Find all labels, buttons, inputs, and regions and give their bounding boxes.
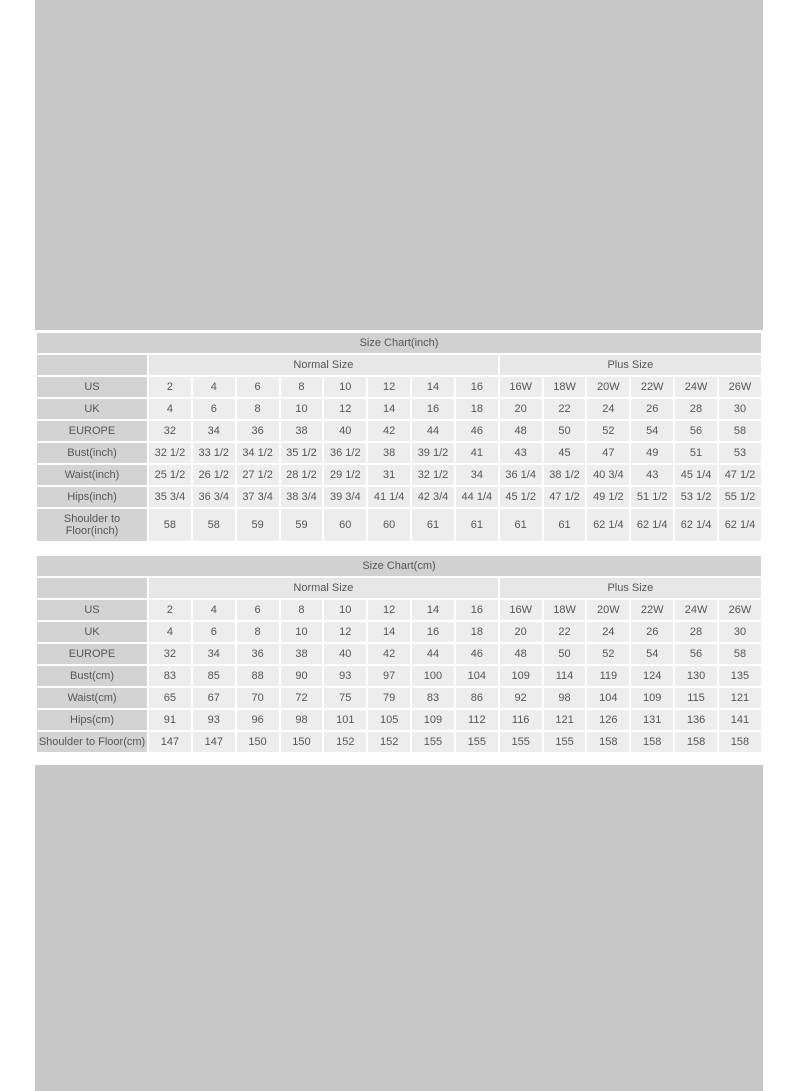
size-value-cell: 14 — [368, 399, 410, 419]
size-value-cell: 34 — [193, 421, 235, 441]
size-value-cell: 22 — [544, 622, 586, 642]
size-value-cell: 79 — [368, 688, 410, 708]
size-value-cell: 39 3/4 — [324, 487, 366, 507]
size-value-cell: 26W — [719, 377, 761, 397]
size-value-cell: 18W — [544, 377, 586, 397]
size-value-cell: 51 1/2 — [631, 487, 673, 507]
corner-cell — [37, 578, 147, 598]
size-value-cell: 104 — [587, 688, 629, 708]
table-row — [37, 465, 761, 485]
size-value-cell: 35 3/4 — [149, 487, 191, 507]
size-value-cell: 121 — [719, 688, 761, 708]
row-label: Shoulder to Floor(cm) — [37, 732, 147, 752]
size-value-cell: 38 3/4 — [281, 487, 323, 507]
size-value-cell: 150 — [281, 732, 323, 752]
size-value-cell: 41 — [456, 443, 498, 463]
row-label: Waist(inch) — [37, 465, 147, 485]
size-value-cell: 16 — [456, 377, 498, 397]
size-value-cell: 38 — [368, 443, 410, 463]
size-value-cell: 38 — [281, 644, 323, 664]
size-value-cell: 59 — [237, 509, 279, 541]
size-value-cell: 40 3/4 — [587, 465, 629, 485]
size-value-cell: 45 1/2 — [500, 487, 542, 507]
size-value-cell: 116 — [500, 710, 542, 730]
size-value-cell: 131 — [631, 710, 673, 730]
size-value-cell: 35 1/2 — [281, 443, 323, 463]
size-value-cell: 20W — [587, 377, 629, 397]
size-value-cell: 47 1/2 — [719, 465, 761, 485]
size-value-cell: 16 — [412, 399, 454, 419]
size-value-cell: 90 — [281, 666, 323, 686]
size-value-cell: 112 — [456, 710, 498, 730]
size-value-cell: 100 — [412, 666, 454, 686]
size-value-cell: 12 — [368, 600, 410, 620]
row-label: Shoulder to Floor(inch) — [37, 509, 147, 541]
size-value-cell: 38 1/2 — [544, 465, 586, 485]
column-group-header: Normal Size — [149, 578, 498, 598]
size-value-cell: 44 — [412, 421, 454, 441]
size-value-cell: 33 1/2 — [193, 443, 235, 463]
size-value-cell: 49 — [631, 443, 673, 463]
size-value-cell: 54 — [631, 644, 673, 664]
size-value-cell: 53 1/2 — [675, 487, 717, 507]
size-value-cell: 85 — [193, 666, 235, 686]
size-value-cell: 158 — [675, 732, 717, 752]
size-value-cell: 91 — [149, 710, 191, 730]
size-value-cell: 56 — [675, 644, 717, 664]
size-value-cell: 58 — [719, 644, 761, 664]
size-value-cell: 109 — [631, 688, 673, 708]
size-value-cell: 30 — [719, 399, 761, 419]
size-value-cell: 60 — [324, 509, 366, 541]
size-value-cell: 54 — [631, 421, 673, 441]
size-value-cell: 36 3/4 — [193, 487, 235, 507]
size-value-cell: 62 1/4 — [719, 509, 761, 541]
size-value-cell: 2 — [149, 600, 191, 620]
size-value-cell: 101 — [324, 710, 366, 730]
size-value-cell: 75 — [324, 688, 366, 708]
size-value-cell: 52 — [587, 421, 629, 441]
size-value-cell: 45 1/4 — [675, 465, 717, 485]
size-value-cell: 50 — [544, 421, 586, 441]
size-value-cell: 8 — [237, 399, 279, 419]
row-label: EUROPE — [37, 421, 147, 441]
size-value-cell: 31 — [368, 465, 410, 485]
size-value-cell: 150 — [237, 732, 279, 752]
table-row — [37, 399, 761, 419]
size-value-cell: 18 — [456, 622, 498, 642]
size-value-cell: 105 — [368, 710, 410, 730]
size-value-cell: 43 — [500, 443, 542, 463]
size-value-cell: 28 — [675, 622, 717, 642]
row-label: Hips(inch) — [37, 487, 147, 507]
size-value-cell: 44 — [412, 644, 454, 664]
row-label: Hips(cm) — [37, 710, 147, 730]
size-value-cell: 29 1/2 — [324, 465, 366, 485]
size-value-cell: 93 — [324, 666, 366, 686]
size-value-cell: 20 — [500, 399, 542, 419]
row-label: EUROPE — [37, 644, 147, 664]
row-label: Bust(inch) — [37, 443, 147, 463]
size-value-cell: 62 1/4 — [631, 509, 673, 541]
size-value-cell: 98 — [281, 710, 323, 730]
size-value-cell: 86 — [456, 688, 498, 708]
size-value-cell: 36 1/4 — [500, 465, 542, 485]
size-value-cell: 22W — [631, 600, 673, 620]
size-value-cell: 24W — [675, 600, 717, 620]
size-value-cell: 126 — [587, 710, 629, 730]
table-row — [37, 443, 761, 463]
size-chart-inch-table — [35, 331, 763, 543]
size-value-cell: 152 — [368, 732, 410, 752]
size-value-cell: 48 — [500, 421, 542, 441]
size-value-cell: 49 1/2 — [587, 487, 629, 507]
size-value-cell: 147 — [193, 732, 235, 752]
size-value-cell: 92 — [500, 688, 542, 708]
size-value-cell: 32 — [149, 421, 191, 441]
row-label: Waist(cm) — [37, 688, 147, 708]
row-label: US — [37, 377, 147, 397]
size-value-cell: 16W — [500, 377, 542, 397]
table-title-row — [37, 333, 761, 353]
size-value-cell: 26W — [719, 600, 761, 620]
size-value-cell: 61 — [456, 509, 498, 541]
table-title-row — [37, 556, 761, 576]
table-row — [37, 487, 761, 507]
size-value-cell: 4 — [193, 600, 235, 620]
size-value-cell: 93 — [193, 710, 235, 730]
size-value-cell: 34 1/2 — [237, 443, 279, 463]
size-value-cell: 25 1/2 — [149, 465, 191, 485]
size-value-cell: 135 — [719, 666, 761, 686]
size-value-cell: 20W — [587, 600, 629, 620]
size-value-cell: 59 — [281, 509, 323, 541]
size-value-cell: 16W — [500, 600, 542, 620]
size-value-cell: 6 — [237, 600, 279, 620]
size-value-cell: 42 — [368, 644, 410, 664]
size-value-cell: 27 1/2 — [237, 465, 279, 485]
row-label: UK — [37, 622, 147, 642]
size-value-cell: 36 1/2 — [324, 443, 366, 463]
size-value-cell: 83 — [149, 666, 191, 686]
size-value-cell: 8 — [237, 622, 279, 642]
size-value-cell: 43 — [631, 465, 673, 485]
size-value-cell: 88 — [237, 666, 279, 686]
size-value-cell: 61 — [412, 509, 454, 541]
size-value-cell: 16 — [456, 600, 498, 620]
product-image-placeholder-bottom — [35, 765, 763, 1091]
size-value-cell: 4 — [149, 399, 191, 419]
size-value-cell: 24 — [587, 622, 629, 642]
size-value-cell: 6 — [193, 399, 235, 419]
row-label: UK — [37, 399, 147, 419]
size-value-cell: 97 — [368, 666, 410, 686]
size-value-cell: 26 1/2 — [193, 465, 235, 485]
size-value-cell: 61 — [544, 509, 586, 541]
size-value-cell: 6 — [193, 622, 235, 642]
size-value-cell: 36 — [237, 421, 279, 441]
size-value-cell: 58 — [719, 421, 761, 441]
size-value-cell: 115 — [675, 688, 717, 708]
size-value-cell: 40 — [324, 644, 366, 664]
size-value-cell: 62 1/4 — [675, 509, 717, 541]
size-value-cell: 36 — [237, 644, 279, 664]
size-value-cell: 32 — [149, 644, 191, 664]
row-label: US — [37, 600, 147, 620]
table-row — [37, 644, 761, 664]
size-value-cell: 44 1/4 — [456, 487, 498, 507]
size-value-cell: 47 1/2 — [544, 487, 586, 507]
size-value-cell: 12 — [324, 399, 366, 419]
size-value-cell: 130 — [675, 666, 717, 686]
size-value-cell: 72 — [281, 688, 323, 708]
size-value-cell: 158 — [587, 732, 629, 752]
size-value-cell: 28 — [675, 399, 717, 419]
size-value-cell: 22W — [631, 377, 673, 397]
size-value-cell: 30 — [719, 622, 761, 642]
size-value-cell: 18W — [544, 600, 586, 620]
row-label: Bust(cm) — [37, 666, 147, 686]
size-value-cell: 37 3/4 — [237, 487, 279, 507]
size-value-cell: 98 — [544, 688, 586, 708]
size-value-cell: 53 — [719, 443, 761, 463]
size-value-cell: 67 — [193, 688, 235, 708]
table-row — [37, 600, 761, 620]
size-chart-area — [35, 331, 763, 754]
size-value-cell: 4 — [149, 622, 191, 642]
size-value-cell: 52 — [587, 644, 629, 664]
size-value-cell: 24W — [675, 377, 717, 397]
size-value-cell: 8 — [281, 600, 323, 620]
table-title: Size Chart(cm) — [37, 556, 761, 576]
size-value-cell: 10 — [324, 377, 366, 397]
size-value-cell: 26 — [631, 622, 673, 642]
size-value-cell: 56 — [675, 421, 717, 441]
size-value-cell: 16 — [412, 622, 454, 642]
table-row — [37, 377, 761, 397]
size-value-cell: 61 — [500, 509, 542, 541]
size-value-cell: 10 — [324, 600, 366, 620]
size-value-cell: 42 — [368, 421, 410, 441]
size-value-cell: 26 — [631, 399, 673, 419]
size-value-cell: 41 1/4 — [368, 487, 410, 507]
table-row — [37, 666, 761, 686]
table-title: Size Chart(inch) — [37, 333, 761, 353]
size-value-cell: 109 — [500, 666, 542, 686]
size-value-cell: 6 — [237, 377, 279, 397]
size-value-cell: 83 — [412, 688, 454, 708]
size-value-cell: 104 — [456, 666, 498, 686]
size-value-cell: 14 — [412, 377, 454, 397]
size-value-cell: 51 — [675, 443, 717, 463]
table-row — [37, 509, 761, 541]
size-value-cell: 119 — [587, 666, 629, 686]
size-value-cell: 58 — [193, 509, 235, 541]
size-value-cell: 12 — [368, 377, 410, 397]
table-row — [37, 710, 761, 730]
table-row — [37, 421, 761, 441]
size-value-cell: 155 — [500, 732, 542, 752]
column-group-row — [37, 578, 761, 598]
size-value-cell: 22 — [544, 399, 586, 419]
size-value-cell: 47 — [587, 443, 629, 463]
size-value-cell: 10 — [281, 622, 323, 642]
size-value-cell: 20 — [500, 622, 542, 642]
size-value-cell: 55 1/2 — [719, 487, 761, 507]
size-value-cell: 121 — [544, 710, 586, 730]
size-value-cell: 50 — [544, 644, 586, 664]
size-value-cell: 114 — [544, 666, 586, 686]
size-value-cell: 32 1/2 — [412, 465, 454, 485]
size-value-cell: 147 — [149, 732, 191, 752]
size-value-cell: 14 — [368, 622, 410, 642]
size-chart-cm-table — [35, 554, 763, 754]
product-image-placeholder-top — [35, 0, 763, 330]
size-value-cell: 34 — [193, 644, 235, 664]
size-value-cell: 28 1/2 — [281, 465, 323, 485]
column-group-header: Plus Size — [500, 578, 761, 598]
size-value-cell: 14 — [412, 600, 454, 620]
size-value-cell: 155 — [456, 732, 498, 752]
column-group-row — [37, 355, 761, 375]
size-value-cell: 18 — [456, 399, 498, 419]
size-value-cell: 2 — [149, 377, 191, 397]
size-value-cell: 58 — [149, 509, 191, 541]
size-value-cell: 136 — [675, 710, 717, 730]
size-value-cell: 70 — [237, 688, 279, 708]
size-value-cell: 32 1/2 — [149, 443, 191, 463]
size-value-cell: 39 1/2 — [412, 443, 454, 463]
size-value-cell: 124 — [631, 666, 673, 686]
size-value-cell: 109 — [412, 710, 454, 730]
column-group-header: Plus Size — [500, 355, 761, 375]
size-value-cell: 158 — [719, 732, 761, 752]
size-value-cell: 65 — [149, 688, 191, 708]
size-value-cell: 8 — [281, 377, 323, 397]
size-value-cell: 62 1/4 — [587, 509, 629, 541]
size-value-cell: 46 — [456, 421, 498, 441]
size-value-cell: 141 — [719, 710, 761, 730]
size-value-cell: 42 3/4 — [412, 487, 454, 507]
size-value-cell: 46 — [456, 644, 498, 664]
size-value-cell: 152 — [324, 732, 366, 752]
size-value-cell: 24 — [587, 399, 629, 419]
size-value-cell: 38 — [281, 421, 323, 441]
size-value-cell: 158 — [631, 732, 673, 752]
size-value-cell: 60 — [368, 509, 410, 541]
size-value-cell: 48 — [500, 644, 542, 664]
size-value-cell: 12 — [324, 622, 366, 642]
size-value-cell: 45 — [544, 443, 586, 463]
size-value-cell: 155 — [544, 732, 586, 752]
table-row — [37, 732, 761, 752]
size-value-cell: 96 — [237, 710, 279, 730]
table-row — [37, 622, 761, 642]
size-value-cell: 10 — [281, 399, 323, 419]
size-value-cell: 155 — [412, 732, 454, 752]
size-value-cell: 34 — [456, 465, 498, 485]
corner-cell — [37, 355, 147, 375]
size-value-cell: 4 — [193, 377, 235, 397]
size-value-cell: 40 — [324, 421, 366, 441]
column-group-header: Normal Size — [149, 355, 498, 375]
table-row — [37, 688, 761, 708]
